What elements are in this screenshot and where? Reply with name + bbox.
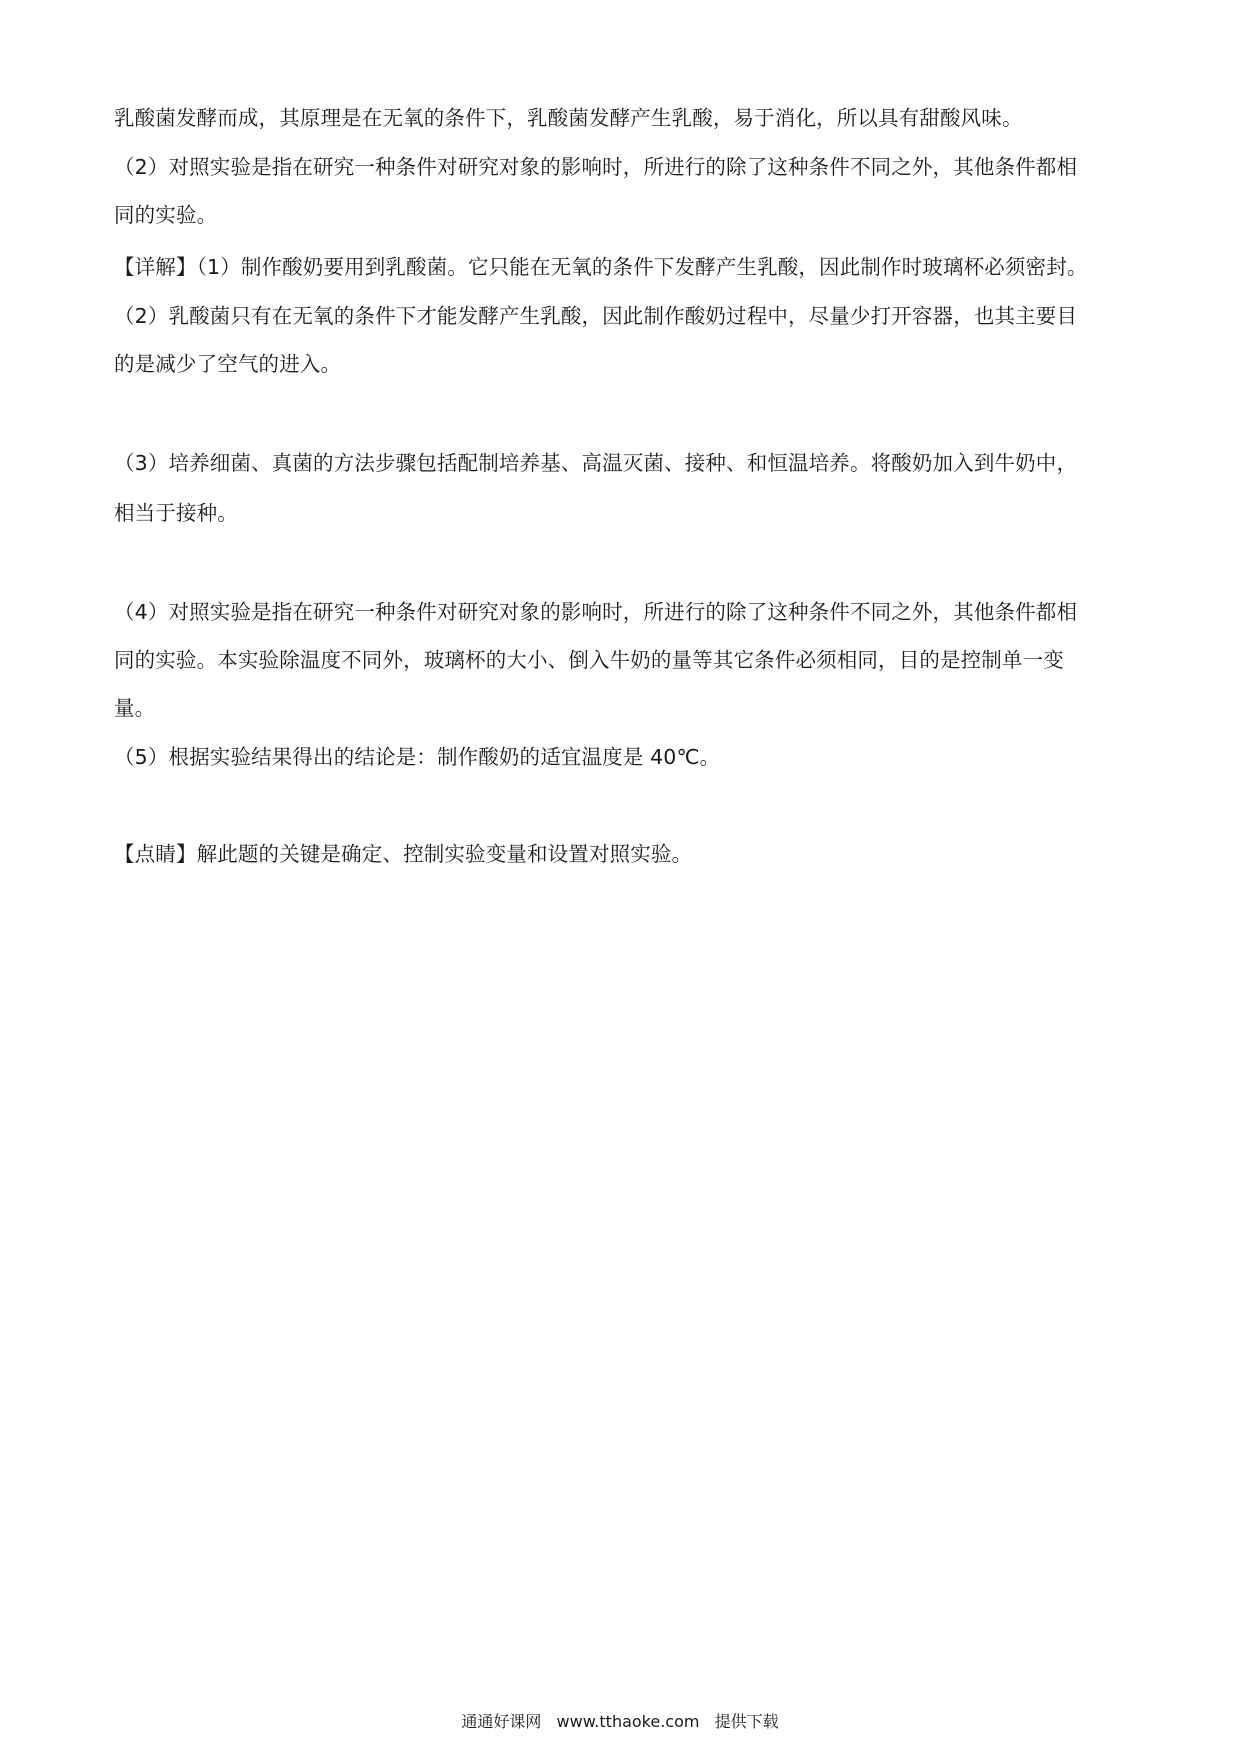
paragraph-line: 同的实验。 bbox=[114, 203, 218, 227]
footer-url-link[interactable]: www.tthaoke.com bbox=[556, 1712, 700, 1731]
paragraph-line: 【详解】（1）制作酸奶要用到乳酸菌。它只能在无氧的条件下发酵产生乳酸，因此制作时玻璃杯必须密封。 bbox=[114, 255, 1088, 279]
paragraph-line: 量。 bbox=[114, 696, 156, 720]
paragraph-line: （3）培养细菌、真菌的方法步骤包括配制培养基、高温灭菌、接种、和恒温培养。将酸奶加入到牛奶中， bbox=[114, 451, 1078, 475]
paragraph-line: （5）根据实验结果得出的结论是：制作酸奶的适宜温度是 40℃。 bbox=[114, 745, 721, 769]
paragraph-line: （2）乳酸菌只有在无氧的条件下才能发酵产生乳酸，因此制作酸奶过程中，尽量少打开容器，也其主要目 bbox=[114, 304, 1078, 328]
paragraph-line: （2）对照实验是指在研究一种条件对研究对象的影响时，所进行的除了这种条件不同之外，其他条件都相 bbox=[114, 155, 1078, 179]
footer-site-name: 通通好课网 bbox=[461, 1712, 542, 1731]
paragraph-line: 的是减少了空气的进入。 bbox=[114, 352, 342, 376]
paragraph-line: （4）对照实验是指在研究一种条件对研究对象的影响时，所进行的除了这种条件不同之外，其他条件都相 bbox=[114, 600, 1078, 624]
paragraph-line: 【点睛】解此题的关键是确定、控制实验变量和设置对照实验。 bbox=[114, 842, 693, 866]
paragraph-line: 同的实验。本实验除温度不同外，玻璃杯的大小、倒入牛奶的量等其它条件必须相同，目的是控制单一变 bbox=[114, 648, 1064, 672]
page-footer bbox=[0, 1711, 1240, 1733]
paragraph-line: 乳酸菌发酵而成，其原理是在无氧的条件下，乳酸菌发酵产生乳酸，易于消化，所以具有甜酸风味。 bbox=[114, 106, 1023, 130]
footer-note: 提供下载 bbox=[714, 1712, 779, 1731]
paragraph-line: 相当于接种。 bbox=[114, 501, 238, 525]
